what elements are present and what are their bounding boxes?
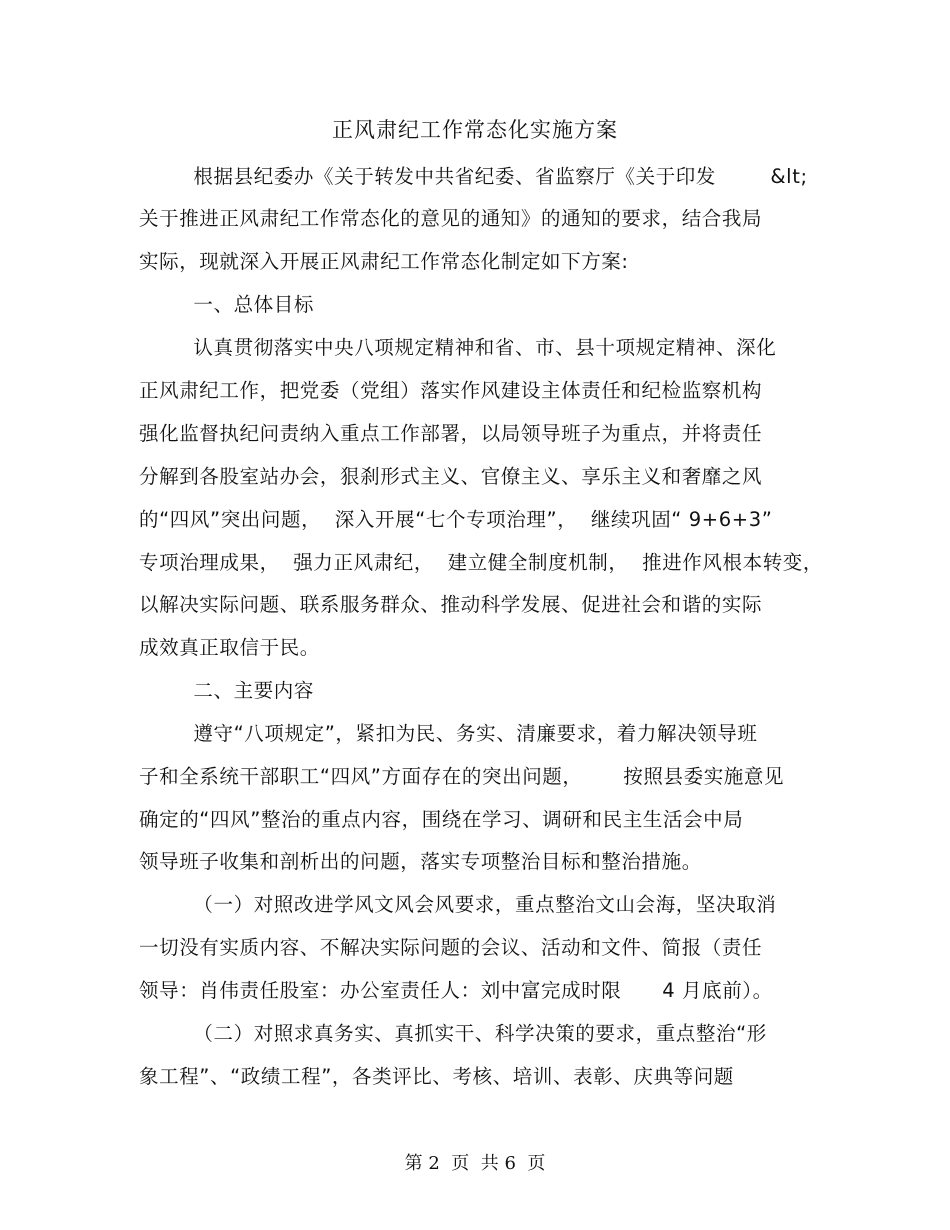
paragraph-line: 分解到各股室站办会，狠刹形式主义、官僚主义、享乐主义和奢靡之风 [139,465,763,488]
section-heading: 二、主要内容 [139,679,314,702]
paragraph-line: （二）对照求真务实、真抓实干、科学决策的要求，重点整治“形 [139,1022,767,1045]
paragraph-line: 正风肃纪工作，把党委（党组）落实作风建设主体责任和纪检监察机构 [139,379,763,402]
paragraph-line: 强化监督执纪问责纳入重点工作部署，以局领导班子为重点，并将责任 [139,422,763,445]
paragraph-line: 象工程”、“政绩工程”，各类评比、考核、培训、表彰、庆典等问题 [139,1065,734,1088]
paragraph-line: 一切没有实质内容、不解决实际问题的会议、活动和文件、简报（责任 [139,936,763,959]
paragraph-line: 子和全系统干部职工“四风”方面存在的突出问题， 按照县委实施意见 [139,765,785,788]
document-title: 正风肃纪工作常态化实施方案 [332,118,618,142]
paragraph-line: （一）对照改进学风文风会风要求，重点整治文山会海，坚决取消 [139,893,777,916]
paragraph-line: 确定的“四风”整治的重点内容，围绕在学习、调研和民主生活会中局 [139,808,744,831]
paragraph-line: 的“四风”突出问题， 深入开展“七个专项治理”， 继续巩固“ 9+6+3” [139,508,773,531]
paragraph-line: 以解决实际问题、联系服务群众、推动科学发展、促进社会和谐的实际 [139,593,763,616]
page-number-footer: 第 2 页 共 6 页 [404,1153,546,1174]
paragraph-line: 实际，现就深入开展正风肃纪工作常态化制定如下方案: [139,250,629,273]
paragraph-line: 领导：肖伟责任股室：办公室责任人：刘中富完成时限 4 月底前）。 [139,979,773,1002]
paragraph-line: 关于推进正风肃纪工作常态化的意见的通知》的通知的要求，结合我局 [139,207,763,230]
paragraph-line: 领导班子收集和剖析出的问题，落实专项整治目标和整治措施。 [139,850,702,873]
section-heading: 一、总体目标 [139,293,314,316]
paragraph-line: 遵守“八项规定”，紧扣为民、务实、清廉要求，着力解决领导班 [139,722,758,745]
paragraph-line: 成效真正取信于民。 [139,636,320,659]
paragraph-line: 认真贯彻落实中央八项规定精神和省、市、县十项规定精神、深化 [139,336,777,359]
paragraph-line: 专项治理成果， 强力正风肃纪， 建立健全制度机制， 推进作风根本转变， [139,551,823,574]
paragraph-line: 根据县纪委办《关于转发中共省纪委、省监察厅《关于印发 &lt; [139,165,808,188]
